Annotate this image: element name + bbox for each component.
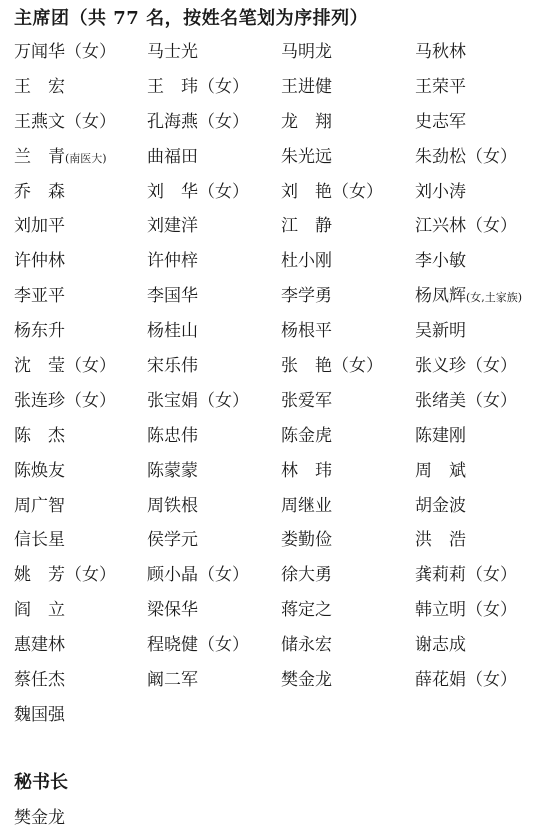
presidium-member [147, 558, 281, 593]
member-name: 马明龙 [281, 42, 332, 62]
presidium-member [147, 349, 281, 384]
presidium-member [281, 209, 415, 244]
presidium-member [14, 279, 147, 314]
presidium-member [415, 523, 550, 558]
presidium-member [281, 454, 415, 489]
member-name: 杨根平 [281, 321, 332, 342]
member-name: 储永宏 [281, 635, 332, 656]
secretary-general-heading: 秘书长 [14, 772, 68, 793]
member-name: 信长星 [14, 530, 65, 551]
member-name: 兰 青 [14, 146, 65, 167]
member-name: 刘 华（女） [147, 181, 249, 202]
member-name: 陈忠伟 [147, 425, 198, 446]
presidium-member [14, 419, 147, 454]
presidium-member [14, 384, 147, 419]
presidium-member-list [14, 35, 550, 733]
presidium-member [147, 489, 281, 524]
presidium-member [147, 279, 281, 314]
member-name: 张连珍（女） [14, 390, 116, 411]
member-name: 周广智 [14, 495, 65, 516]
member-name: 魏国强 [14, 704, 65, 725]
member-name: 乔 森 [14, 181, 65, 202]
member-name: 刘建洋 [147, 216, 198, 237]
presidium-member [281, 35, 415, 70]
member-name: 王 宏 [14, 76, 65, 97]
member-name: 洪 浩 [415, 530, 466, 551]
presidium-member [147, 628, 281, 663]
member-name: 张宝娟（女） [147, 390, 249, 411]
presidium-member [415, 209, 550, 244]
presidium-member [14, 558, 147, 593]
member-name: 陈 杰 [14, 425, 65, 446]
member-name: 樊金龙 [281, 670, 332, 691]
presidium-member [14, 35, 147, 70]
presidium-member [281, 593, 415, 628]
presidium-member [281, 244, 415, 279]
presidium-member [415, 419, 550, 454]
presidium-member [281, 279, 415, 314]
member-name: 李学勇 [281, 286, 332, 307]
presidium-member [415, 70, 550, 105]
presidium-member [147, 35, 281, 70]
presidium-heading: 主席团（共 77 名，按姓名笔划为序排列） [14, 8, 369, 29]
member-name: 沈 莹（女） [14, 356, 116, 377]
presidium-member [14, 349, 147, 384]
member-name: 蔡任杰 [14, 670, 65, 691]
presidium-member [147, 454, 281, 489]
presidium-member [415, 35, 550, 70]
member-name: 阎 立 [14, 600, 65, 621]
member-name: 刘加平 [14, 216, 65, 237]
member-name: 梁保华 [147, 600, 198, 621]
member-name: 姚 芳（女） [14, 565, 116, 586]
presidium-member [281, 558, 415, 593]
presidium-member [14, 698, 147, 733]
presidium-member [14, 105, 147, 140]
presidium-member [415, 663, 550, 698]
presidium-member [147, 523, 281, 558]
presidium-member [281, 419, 415, 454]
presidium-member [415, 244, 550, 279]
presidium-member [415, 349, 550, 384]
presidium-member [415, 105, 550, 140]
member-name: 杨凤辉 [415, 286, 466, 307]
presidium-member [14, 628, 147, 663]
presidium-member [14, 454, 147, 489]
member-name: 陈焕友 [14, 460, 65, 481]
presidium-member [147, 419, 281, 454]
member-name: 周 斌 [415, 460, 466, 481]
member-name: 许仲梓 [147, 251, 198, 272]
presidium-member [415, 454, 550, 489]
presidium-member [415, 558, 550, 593]
member-name: 吴新明 [415, 321, 466, 342]
member-name: 李小敏 [415, 251, 466, 272]
member-note: (南医大) [65, 151, 107, 165]
presidium-member [14, 489, 147, 524]
presidium-member [14, 663, 147, 698]
secretary-general-name: 樊金龙 [14, 808, 65, 828]
member-name: 宋乐伟 [147, 356, 198, 377]
presidium-member [147, 140, 281, 175]
member-name: 朱光远 [281, 146, 332, 167]
member-name: 马士光 [147, 42, 198, 62]
member-name: 张 艳（女） [281, 356, 383, 377]
presidium-member [147, 70, 281, 105]
member-name: 侯学元 [147, 530, 198, 551]
member-name: 许仲林 [14, 251, 65, 272]
member-name: 朱劲松（女） [415, 146, 517, 167]
member-name: 陈建刚 [415, 425, 466, 446]
member-name: 李亚平 [14, 286, 65, 307]
member-name: 林 玮 [281, 460, 332, 481]
member-name: 谢志成 [415, 635, 466, 656]
member-name: 周继业 [281, 495, 332, 516]
member-name: 周铁根 [147, 495, 198, 516]
member-name: 陈蒙蒙 [147, 460, 198, 481]
presidium-member [14, 140, 147, 175]
member-name: 江兴林（女） [415, 216, 517, 237]
member-name: 江 静 [281, 216, 332, 237]
member-name: 曲福田 [147, 146, 198, 167]
presidium-member [14, 209, 147, 244]
presidium-member [281, 489, 415, 524]
presidium-member [147, 384, 281, 419]
member-name: 程晓健（女） [147, 635, 249, 656]
presidium-member [415, 279, 550, 314]
presidium-member [415, 314, 550, 349]
presidium-member [14, 175, 147, 210]
presidium-member [147, 663, 281, 698]
member-name: 王燕文（女） [14, 111, 116, 132]
presidium-member [14, 523, 147, 558]
member-name: 娄勤俭 [281, 530, 332, 551]
presidium-member [281, 523, 415, 558]
member-name: 陈金虎 [281, 425, 332, 446]
presidium-member [415, 175, 550, 210]
member-name: 杨东升 [14, 321, 65, 342]
member-name: 蒋定之 [281, 600, 332, 621]
presidium-member [14, 70, 147, 105]
member-name: 刘 艳（女） [281, 181, 383, 202]
presidium-member [281, 175, 415, 210]
member-name: 孔海燕（女） [147, 111, 249, 132]
member-name: 张义珍（女） [415, 356, 517, 377]
member-name: 史志军 [415, 111, 466, 132]
member-name: 薛花娟（女） [415, 670, 517, 691]
member-name: 顾小晶（女） [147, 565, 249, 586]
member-note: (女,土家族) [466, 291, 523, 305]
member-name: 王 玮（女） [147, 76, 249, 97]
member-name: 韩立明（女） [415, 600, 517, 621]
member-name: 万闻华（女） [14, 42, 116, 62]
presidium-member [281, 349, 415, 384]
member-name: 胡金波 [415, 495, 466, 516]
presidium-member [147, 244, 281, 279]
presidium-member [415, 384, 550, 419]
presidium-member [147, 175, 281, 210]
member-name: 张绪美（女） [415, 390, 517, 411]
member-name: 李国华 [147, 286, 198, 307]
member-name: 阚二军 [147, 670, 198, 691]
presidium-member [281, 663, 415, 698]
member-name: 王荣平 [415, 76, 466, 97]
member-name: 王进健 [281, 76, 332, 97]
member-name: 刘小涛 [415, 181, 466, 202]
member-name: 马秋林 [415, 42, 466, 62]
presidium-member [147, 105, 281, 140]
presidium-member [14, 314, 147, 349]
presidium-member [415, 140, 550, 175]
presidium-member [147, 593, 281, 628]
member-name: 惠建林 [14, 635, 65, 656]
presidium-member [281, 314, 415, 349]
member-name: 杨桂山 [147, 321, 198, 342]
presidium-member [14, 244, 147, 279]
presidium-member [14, 593, 147, 628]
presidium-member [147, 314, 281, 349]
presidium-member [281, 105, 415, 140]
presidium-member [281, 70, 415, 105]
presidium-member [281, 384, 415, 419]
presidium-member [415, 489, 550, 524]
member-name: 张爱军 [281, 390, 332, 411]
member-name: 龙 翔 [281, 111, 332, 132]
presidium-member [147, 209, 281, 244]
presidium-member [281, 628, 415, 663]
presidium-member [281, 140, 415, 175]
member-name: 杜小刚 [281, 251, 332, 272]
presidium-member [415, 628, 550, 663]
presidium-member [415, 593, 550, 628]
member-name: 龚莉莉（女） [415, 565, 517, 586]
member-name: 徐大勇 [281, 565, 332, 586]
